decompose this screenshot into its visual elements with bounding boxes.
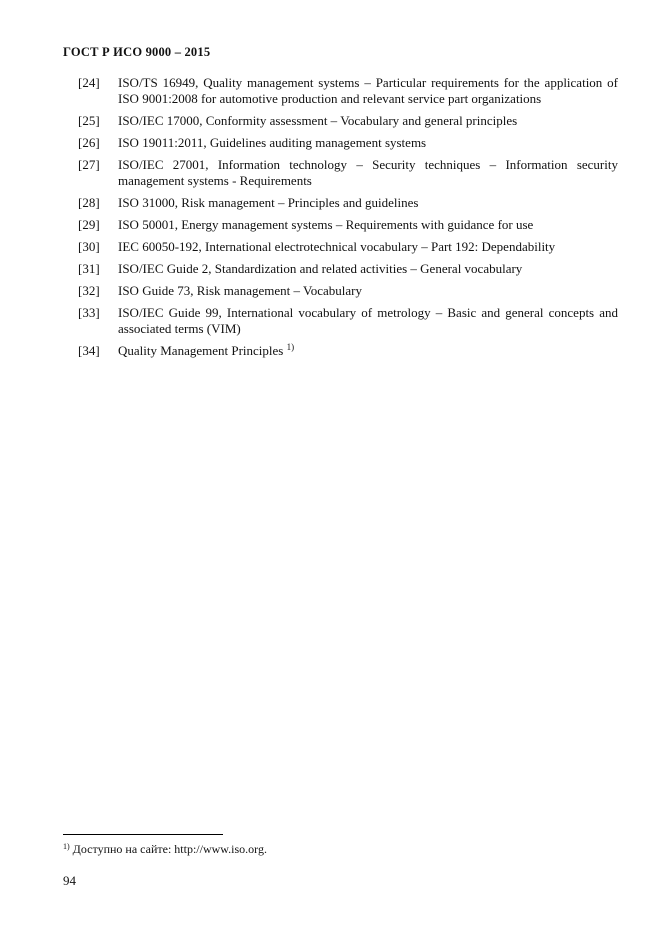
document-header: ГОСТ Р ИСО 9000 – 2015 xyxy=(63,45,211,59)
reference-title: Quality Management Principles xyxy=(118,343,284,358)
reference-text: ISO 19011:2011, Guidelines auditing management systems xyxy=(118,135,427,150)
reference-item xyxy=(78,113,618,129)
reference-number: [27] xyxy=(78,157,100,172)
reference-text xyxy=(118,343,618,359)
reference-text: ISO/IEC Guide 99, International vocabulary of metrology – Basic and general concepts and associated terms (VIM) xyxy=(118,305,618,336)
reference-item xyxy=(78,135,618,151)
reference-text: ISO/IEC 17000, Conformity assessment – Vocabulary and general principles xyxy=(118,113,518,128)
reference-item xyxy=(78,343,618,359)
reference-item xyxy=(78,283,618,299)
reference-item xyxy=(78,261,618,277)
reference-text: ISO 31000, Risk management – Principles and guidelines xyxy=(118,195,419,210)
footnote xyxy=(63,842,267,857)
reference-text: ISO/IEC 27001, Information technology – Security techniques – Information security management systems - Requirements xyxy=(118,157,618,188)
reference-number: [31] xyxy=(78,261,100,276)
reference-text: ISO 50001, Energy management systems – Requirements with guidance for use xyxy=(118,217,534,232)
footnote-marker: 1) xyxy=(63,842,70,851)
page-number: 94 xyxy=(63,873,76,888)
bibliography-list xyxy=(78,75,618,365)
reference-number: [25] xyxy=(78,113,100,128)
reference-item xyxy=(78,217,618,233)
reference-number: [34] xyxy=(78,343,100,358)
reference-number: [33] xyxy=(78,305,100,320)
reference-item xyxy=(78,75,618,107)
reference-number: [28] xyxy=(78,195,100,210)
reference-item xyxy=(78,157,618,189)
reference-item xyxy=(78,305,618,337)
reference-text: ISO/IEC Guide 2, Standardization and related activities – General vocabulary xyxy=(118,261,523,276)
reference-item xyxy=(78,195,618,211)
reference-number: [30] xyxy=(78,239,100,254)
footnote-text: Доступно на сайте: http://www.iso.org. xyxy=(72,842,267,856)
footnote-separator xyxy=(63,834,223,835)
reference-text: ISO Guide 73, Risk management – Vocabulary xyxy=(118,283,362,298)
reference-number: [24] xyxy=(78,75,100,90)
reference-number: [29] xyxy=(78,217,100,232)
reference-item xyxy=(78,239,618,255)
reference-text: ISO/TS 16949, Quality management systems – Particular requirements for the application of ISO 9001:2008 for automotive production and relevant service part organizations xyxy=(118,75,618,106)
footnote-reference: 1) xyxy=(286,342,295,352)
reference-number: [26] xyxy=(78,135,100,150)
reference-number: [32] xyxy=(78,283,100,298)
reference-text: IEC 60050-192, International electrotechnical vocabulary – Part 192: Dependability xyxy=(118,239,556,254)
